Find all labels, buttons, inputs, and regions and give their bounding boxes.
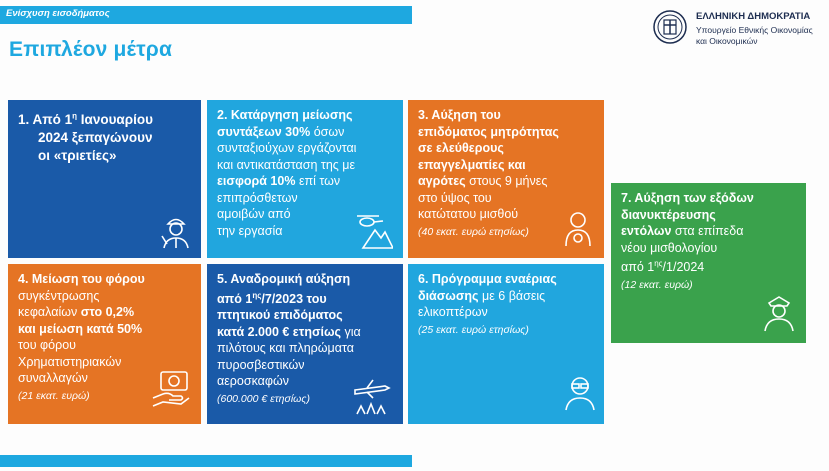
measure-2-bold-c: εισφορά 10% <box>217 174 296 188</box>
bottom-accent-bar <box>0 455 412 467</box>
measure-3-note: (40 εκατ. ευρώ ετησίως) <box>418 225 529 238</box>
measure-card-2 <box>207 100 403 258</box>
measure-1-text-d: οι «τριετίες» <box>38 147 117 163</box>
measure-5-sup: ης <box>252 290 262 300</box>
measure-3-bold-a: 3. Αύξηση του <box>418 108 501 122</box>
pilot-icon <box>560 372 600 412</box>
measure-4-text-b: κεφαλαίων <box>18 305 78 319</box>
measure-card-1 <box>8 100 201 258</box>
measure-5-text-d: αεροσκαφών <box>217 374 290 389</box>
measure-7-note: (12 εκατ. ευρώ) <box>621 278 693 291</box>
measure-7-sup: ης <box>654 259 663 268</box>
measure-7-text-a: στα επίπεδα <box>674 224 744 238</box>
measure-7-text-b: νέου μισθολογίου <box>621 240 718 255</box>
measure-7-bold-a: 7. Αύξηση των εξόδων <box>621 191 754 205</box>
measure-3-bold-b: επιδόματος μητρότητας <box>418 124 559 139</box>
measure-3-text-c: κατώτατου μισθού <box>418 207 519 221</box>
measure-2-text-a: όσων <box>313 124 345 139</box>
measure-3-bold-e: αγρότες <box>418 174 466 188</box>
measure-4-text-e: συναλλαγών <box>18 371 88 385</box>
officer-icon <box>759 293 799 333</box>
measure-card-5 <box>207 264 403 424</box>
measure-7-text-c: από 1 <box>621 260 655 275</box>
measure-1-sup: η <box>72 111 77 120</box>
measure-card-4 <box>8 264 201 424</box>
measure-4-text-d: Χρηματιστηριακών <box>18 354 122 369</box>
measure-6-bold-a: 6. Πρόγραμμα εναέριας <box>418 272 557 286</box>
measure-2-bold-a: 2. Κατάργηση μείωσης <box>217 108 353 122</box>
measure-5-text-b: πιλότους και πληρώματα <box>217 341 354 356</box>
government-name: ΕΛΛΗΝΙΚΗ ΔΗΜΟΚΡΑΤΙΑ <box>696 11 811 22</box>
measure-4-bold-a: 4. Μείωση του φόρου <box>18 272 145 286</box>
measure-1-text-b: Ιανουαρίου <box>80 111 153 127</box>
measure-3-text-b: στο ύψος του <box>418 190 492 205</box>
measure-7-text-d: /1/2024 <box>662 260 705 275</box>
measure-7-bold-c: εντόλων <box>621 224 672 238</box>
measure-6-bold-b: διάσωσης <box>418 288 479 303</box>
greek-coat-of-arms-icon <box>652 8 688 46</box>
measure-card-7 <box>611 183 806 343</box>
measure-card-3 <box>408 100 604 258</box>
measure-2-text-b: συνταξιούχων εργάζονται <box>217 141 357 155</box>
measure-5-bold-c: /7/2023 του <box>261 291 327 306</box>
measure-5-text-c: πυροσβεστικών <box>217 357 305 372</box>
measure-4-bold-c: και μείωση κατά 50% <box>18 321 143 336</box>
measure-3-text-a: στους 9 μήνες <box>469 174 548 188</box>
measure-3-bold-d: επαγγελματίες και <box>418 157 526 172</box>
measure-2-text-g: την εργασία <box>217 223 283 238</box>
measure-5-bold-e: κατά 2.000 € ετησίως <box>217 324 342 339</box>
measure-3-bold-c: σε ελεύθερους <box>418 141 504 155</box>
measure-4-text-a: συγκέντρωσης <box>18 288 100 303</box>
measure-1-text-a: Από 1 <box>32 111 73 127</box>
measure-1-num: 1. <box>18 111 30 127</box>
firefighting-plane-icon <box>351 376 391 416</box>
measure-6-text-b: ελικοπτέρων <box>418 305 488 319</box>
measure-7-bold-b: διανυκτέρευσης <box>621 207 716 222</box>
measure-2-text-e: επιπρόσθετων <box>217 190 298 205</box>
measure-2-text-f: αμοιβών από <box>217 207 291 221</box>
section-label: Ενίσχυση εισοδήματος <box>6 8 110 19</box>
top-header-bar <box>0 6 412 24</box>
measure-5-text-a: για <box>344 324 361 339</box>
page-title: Επιπλέον μέτρα <box>9 38 173 61</box>
measure-5-bold-b: από 1 <box>217 291 253 306</box>
measure-2-text-d: επί των <box>298 174 341 188</box>
helicopter-mountain-icon <box>353 210 393 250</box>
measure-1-text-c: 2024 ξεπαγώνουν <box>38 129 153 145</box>
money-hand-icon <box>151 368 191 408</box>
measure-5-note: (600.000 € ετησίως) <box>217 392 310 405</box>
measure-4-note: (21 εκατ. ευρώ) <box>18 389 90 402</box>
measure-5-bold-a: 5. Αναδρομική αύξηση <box>217 272 351 286</box>
measure-6-note: (25 εκατ. ευρώ ετησίως) <box>418 323 529 336</box>
worker-icon <box>156 210 196 250</box>
measure-4-text-c: του φόρου <box>18 338 76 352</box>
mother-baby-icon <box>558 208 598 248</box>
measure-2-bold-b: συντάξεων 30% <box>217 124 311 139</box>
measure-6-text-a: με 6 βάσεις <box>482 288 546 303</box>
measure-2-text-c: και αντικατάσταση της με <box>217 157 356 172</box>
measure-card-6 <box>408 264 604 424</box>
measure-5-bold-d: πτητικού επιδόματος <box>217 308 343 323</box>
ministry-name: Υπουργείο Εθνικής Οικονομίας και Οικονομικών <box>696 25 813 46</box>
measure-4-bold-b: στο 0,2% <box>80 305 135 319</box>
